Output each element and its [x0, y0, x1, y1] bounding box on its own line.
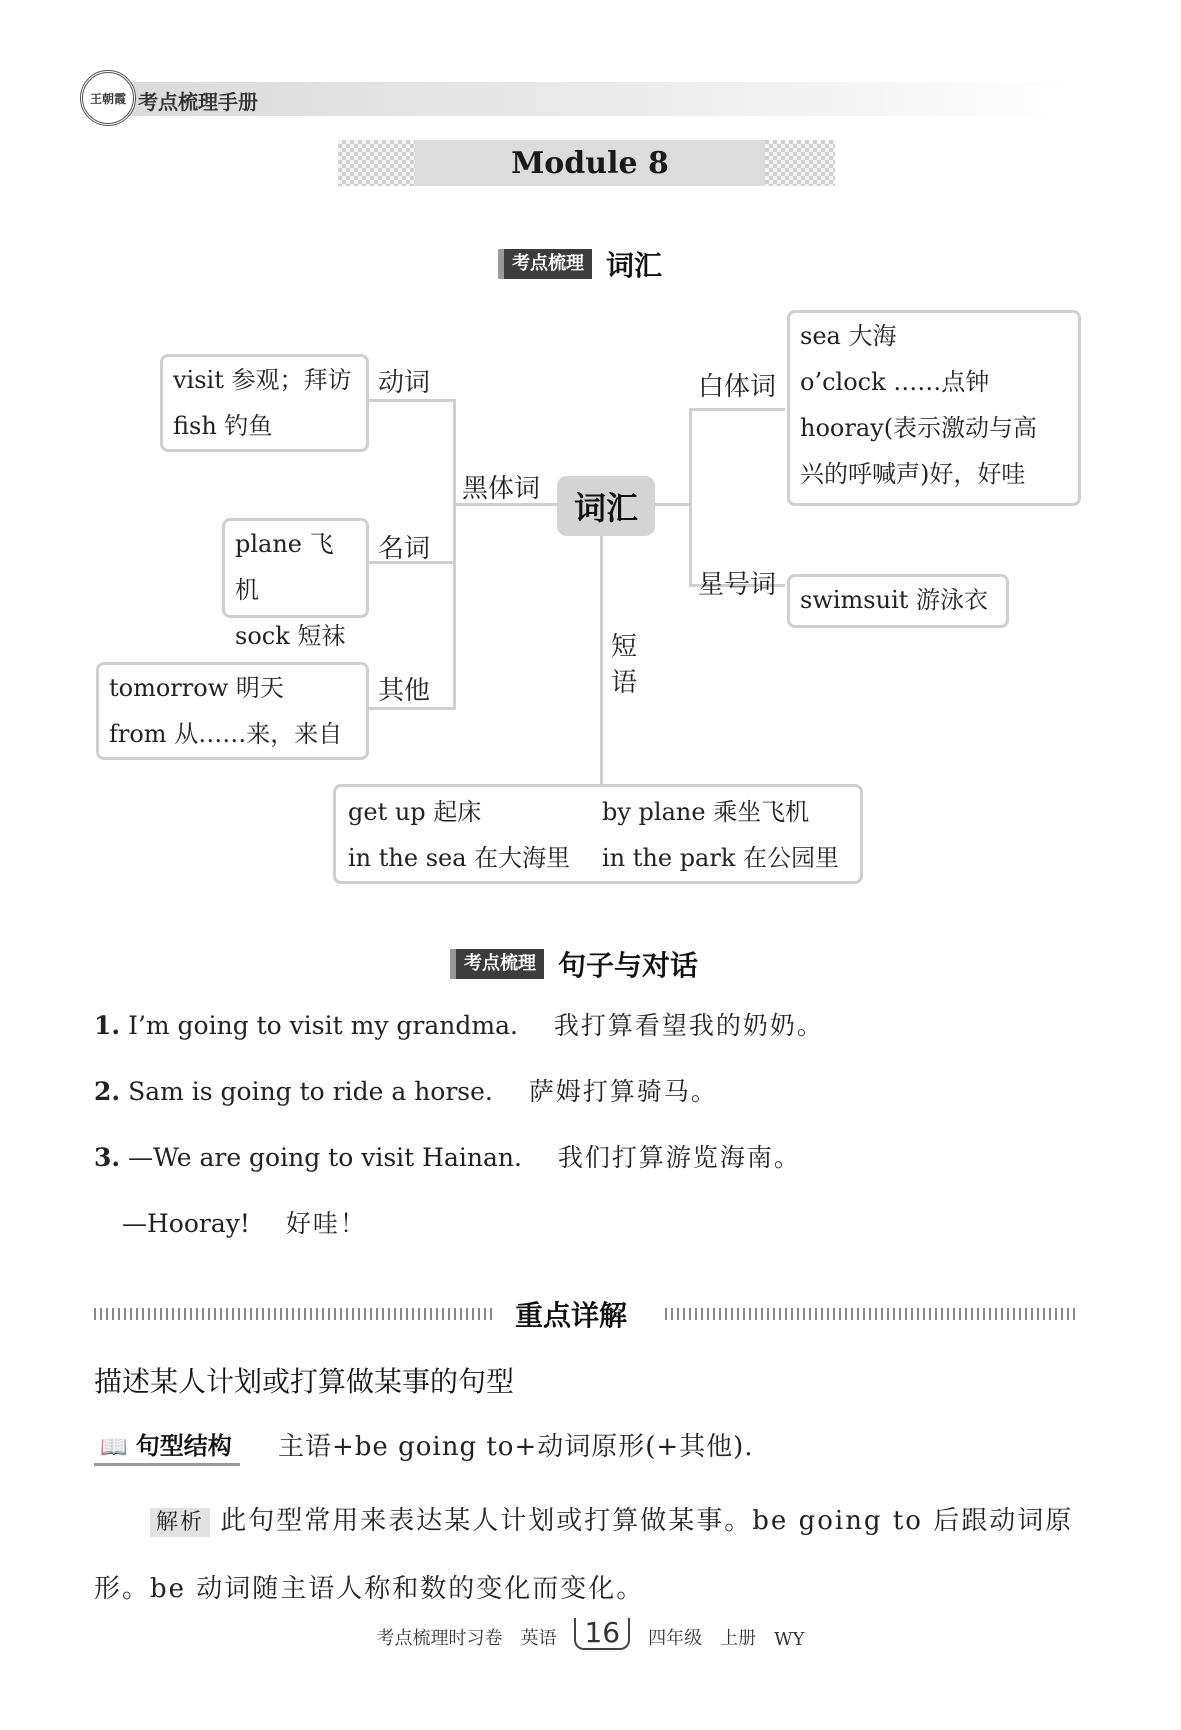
bold-words-label: 黑体词 — [462, 474, 541, 504]
sentence-en: —We are going to visit Hainan. — [128, 1143, 522, 1172]
sentence-cn: 我们打算游览海南。 — [557, 1143, 801, 1172]
vocab-line: sea 大海 — [800, 322, 897, 350]
sentence-cn: 我打算看望我的奶奶。 — [553, 1011, 824, 1040]
verbs-box — [160, 354, 369, 452]
sentence-3 — [94, 1138, 801, 1174]
footer-edition: WY — [774, 1629, 805, 1650]
sentence-cn: 好哇！ — [285, 1209, 367, 1238]
connector — [453, 399, 456, 709]
vocab-line: plane 飞机 — [235, 530, 334, 604]
plain-words-box — [787, 310, 1081, 506]
nouns-box — [222, 518, 369, 650]
vocab-section-heading — [498, 244, 662, 284]
key-detail-topic: 描述某人计划或打算做某事的句型 — [94, 1365, 515, 1398]
phrase-item: by plane 乘坐飞机 — [602, 798, 810, 826]
sentence-en: I’m going to visit my grandma. — [128, 1011, 518, 1040]
page-footer — [0, 1618, 1181, 1650]
vocab-line: swimsuit 游泳衣 — [800, 586, 989, 614]
book-icon: 📖 — [100, 1435, 128, 1460]
analysis-paragraph — [94, 1488, 1084, 1622]
phrase-item: in the sea 在大海里 — [348, 844, 571, 872]
connector — [368, 399, 456, 402]
sentence-section-heading — [450, 944, 698, 984]
connector — [655, 503, 691, 506]
analysis-tag: 解析 — [150, 1508, 210, 1537]
section-tag: 考点梳理 — [450, 949, 544, 979]
sentence-number: 3. — [94, 1143, 121, 1172]
divider-left — [94, 1308, 494, 1320]
connector — [689, 408, 692, 586]
sentence-number: 1. — [94, 1011, 121, 1040]
vocab-line: o’clock ……点钟 — [800, 368, 990, 396]
section-title: 句子与对话 — [558, 949, 699, 982]
module-title: Module 8 — [415, 140, 765, 186]
analysis-text: 此句型常用来表达某人计划或打算做某事。be going to 后跟动词原形。be 动词随主语人称和数的变化而变化。 — [94, 1506, 1074, 1604]
footer-book: 考点梳理时习卷 — [376, 1628, 503, 1649]
others-box — [96, 662, 369, 760]
nouns-label: 名词 — [378, 534, 431, 564]
footer-volume: 上册 — [720, 1628, 757, 1649]
vocab-line: from 从……来，来自 — [109, 720, 343, 748]
sentence-1 — [94, 1006, 824, 1042]
star-words-box — [787, 574, 1009, 628]
phrases-box — [333, 784, 863, 884]
connector — [600, 536, 603, 786]
page-number: 16 — [574, 1618, 630, 1650]
publisher-logo: 王朝霞 — [80, 70, 136, 126]
structure-text: 主语+be going to+动词原形(+其他). — [278, 1432, 754, 1462]
phrase-item: in the park 在公园里 — [602, 844, 840, 872]
phrases-label-bottom: 语 — [611, 668, 638, 698]
vocab-line: fish 钓鱼 — [173, 412, 273, 440]
key-detail-title: 重点详解 — [515, 1299, 628, 1332]
vocab-line: 兴的呼喊声)好，好哇 — [800, 460, 1026, 488]
verbs-label: 动词 — [378, 368, 431, 398]
vocab-line: hooray(表示激动与高 — [800, 414, 1038, 442]
phrase-item: get up 起床 — [348, 798, 482, 826]
phrases-label-top: 短 — [611, 632, 638, 662]
vocab-line: visit 参观；拜访 — [173, 366, 352, 394]
footer-grade: 四年级 — [648, 1628, 703, 1649]
sentence-cn: 萨姆打算骑马。 — [528, 1077, 718, 1106]
header-title: 考点梳理手册 — [138, 90, 258, 114]
footer-subject: 英语 — [520, 1628, 557, 1649]
divider-right — [665, 1308, 1075, 1320]
section-title: 词汇 — [606, 249, 663, 282]
connector — [368, 707, 456, 710]
vocab-line: sock 短袜 — [235, 622, 346, 650]
structure-tag — [94, 1426, 240, 1466]
connector — [689, 408, 785, 411]
sentence-number: 2. — [94, 1077, 121, 1106]
others-label: 其他 — [378, 676, 431, 706]
section-tag: 考点梳理 — [498, 249, 592, 279]
sentence-3-reply — [122, 1204, 367, 1240]
sentence-en: —Hooray! — [122, 1209, 250, 1238]
structure-tag-label: 句型结构 — [135, 1432, 232, 1460]
sentence-en: Sam is going to ride a horse. — [128, 1077, 493, 1106]
star-words-label: 星号词 — [698, 570, 777, 600]
plain-words-label: 白体词 — [698, 372, 777, 402]
sentence-2 — [94, 1072, 718, 1108]
vocab-line: tomorrow 明天 — [109, 674, 284, 702]
mindmap-center: 词汇 — [557, 476, 655, 536]
